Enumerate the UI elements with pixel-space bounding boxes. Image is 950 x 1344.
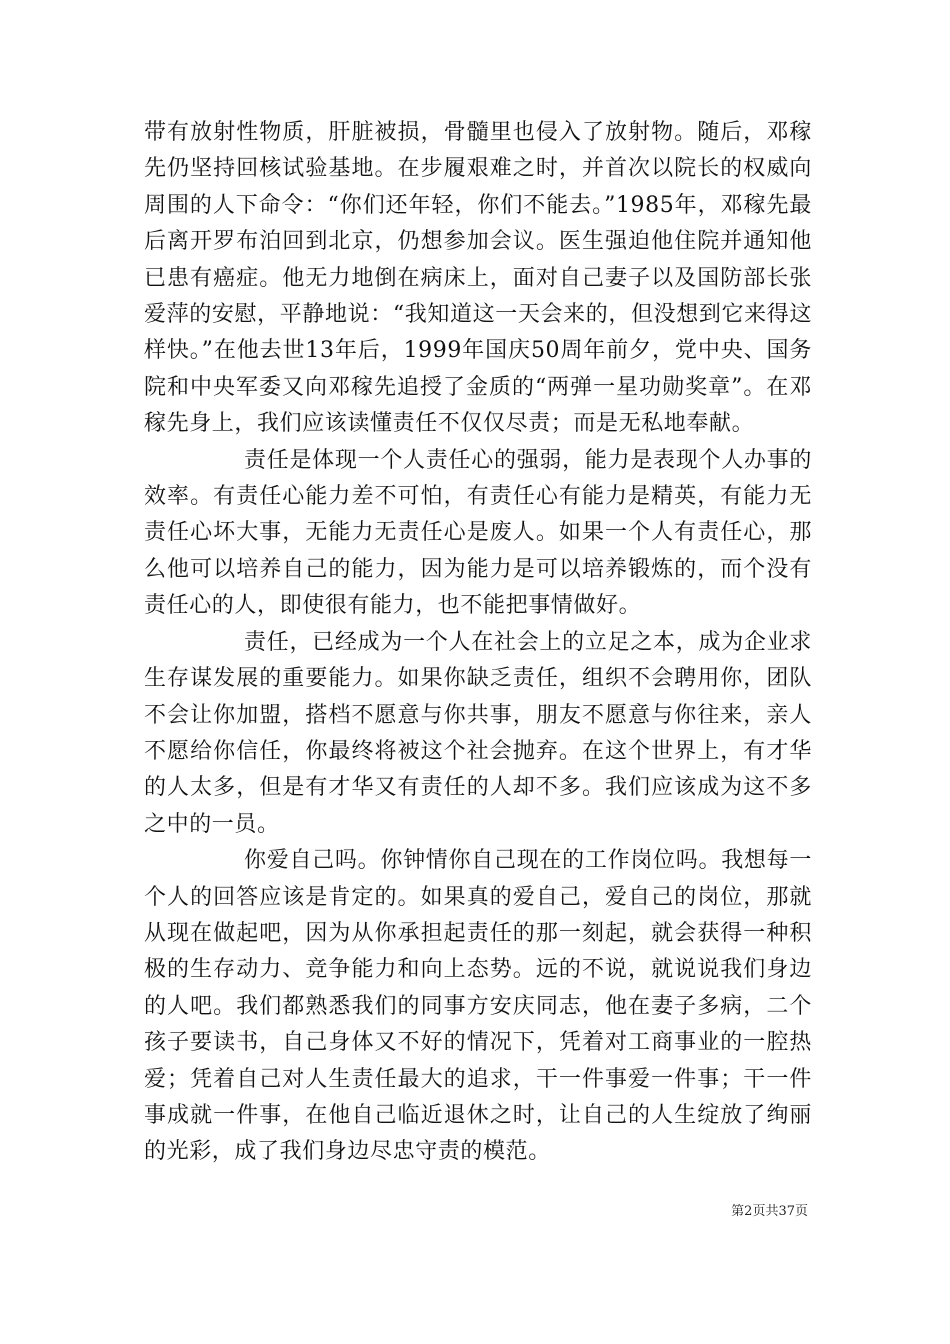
- paragraph-responsibility-foundation: 责任，已经成为一个人在社会上的立足之本，成为企业求生存谋发展的重要能力。如果你缺乏责任，组织不会聘用你，团队不会让你加盟，搭档不愿意与你共事，朋友不愿意与你往来，亲人不愿给你信任，你最终将被这个社会抛弃。在这个世界上，有才华的人太多，但是有才华又有责任的人却不多。我们应该成为这不多之中的一员。: [144, 629, 812, 837]
- page-number: 第2页共37页: [731, 1204, 808, 1219]
- paragraph-deng-jiaxian: 带有放射性物质，肝脏被损，骨髓里也侵入了放射物。随后，邓稼先仍坚持回核试验基地。在步履艰难之时，并首次以院长的权威向周围的人下命令：“你们还年轻，你们不能去。”1985年，邓稼先最后离开罗布泊回到北京，仍想参加会议。医生强迫他住院并通知他已患有癌症。他无力地倒在病床上，面对自己妻子以及国防部长张爱萍的安慰，平静地说：“我知道这一天会来的，但没想到它来得这样快。”在他去世13年后，1999年国庆50周年前夕，党中央、国务院和中央军委又向邓稼先追授了金质的“两弹一星功勋奖章”。在邓稼先身上，我们应该读懂责任不仅仅尽责；而是无私地奉献。: [144, 120, 812, 437]
- paragraph-responsibility-ability: 责任是体现一个人责任心的强弱，能力是表现个人办事的效率。有责任心能力差不可怕，有责任心有能力是精英，有能力无责任心坏大事，无能力无责任心是废人。如果一个人有责任心，那么他可以培养自己的能力，因为能力是可以培养锻炼的，而个没有责任心的人，即使很有能力，也不能把事情做好。: [144, 447, 812, 619]
- document-body: [144, 115, 812, 1171]
- paragraph-love-yourself: 你爱自己吗。你钟情你自己现在的工作岗位吗。我想每一个人的回答应该是肯定的。如果真的爱自己，爱自己的岗位，那就从现在做起吧，因为从你承担起责任的那一刻起，就会获得一种积极的生存动力、竞争能力和向上态势。远的不说，就说说我们身边的人吧。我们都熟悉我们的同事方安庆同志，他在妻子多病，二个孩子要读书，自己身体又不好的情况下，凭着对工商事业的一腔热爱；凭着自己对人生责任最大的追求，干一件事爱一件事；干一件事成就一件事，在他自己临近退休之时，让自己的人生绽放了绚丽的光彩，成了我们身边尽忠守责的模范。: [144, 848, 812, 1165]
